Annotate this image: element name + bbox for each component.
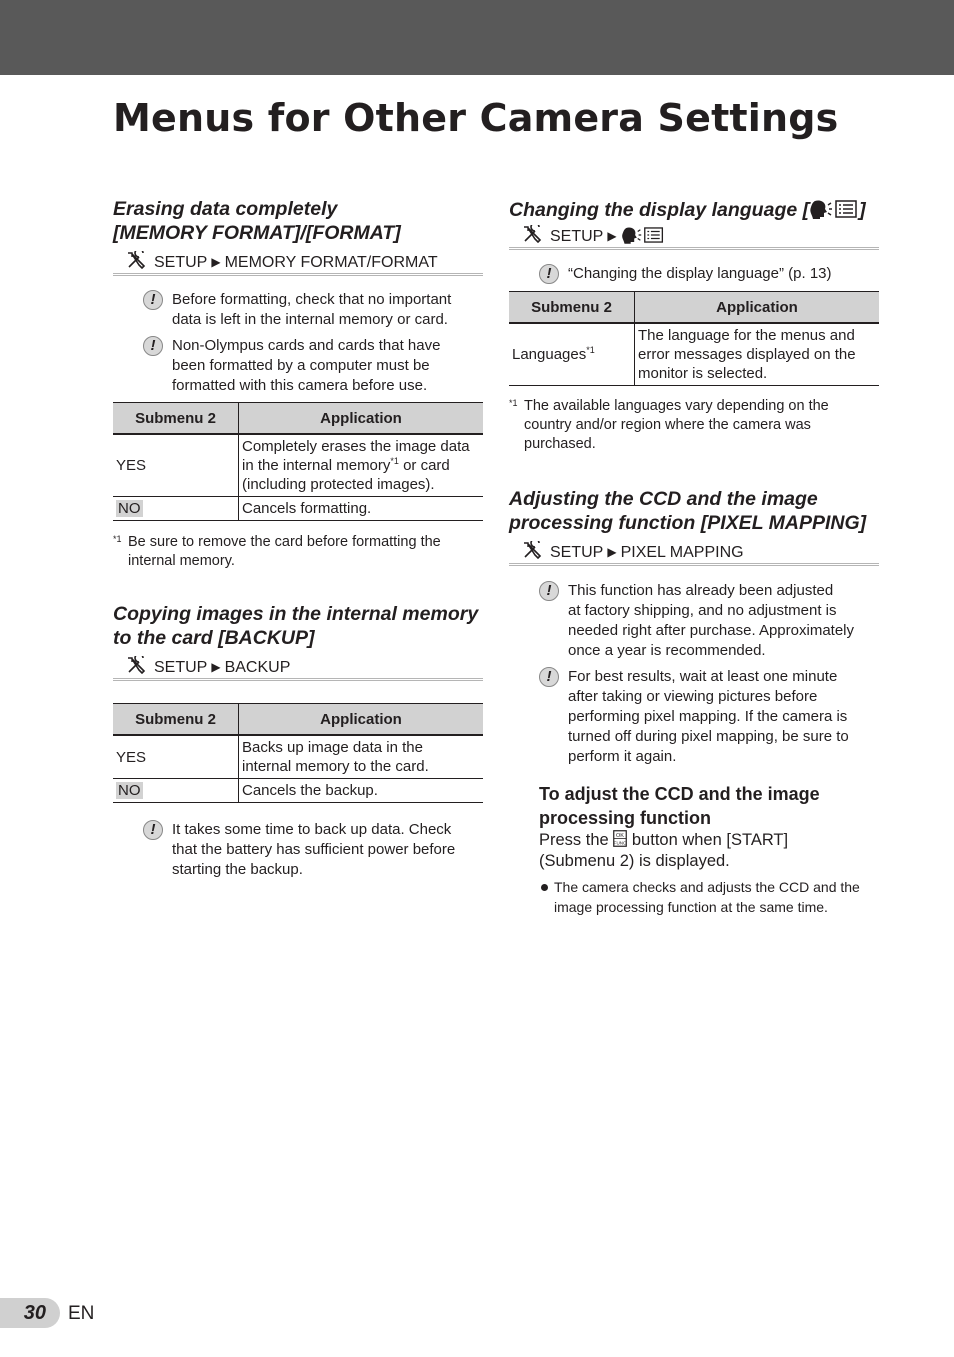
exclamation-icon: ! (143, 336, 163, 356)
backup-notes (113, 820, 483, 880)
application-cell: Cancels the backup. (239, 779, 484, 803)
option-cell: YES (113, 434, 239, 497)
pixel-mapping-heading: Adjusting the CCD and the image processing function [PIXEL MAPPING] (509, 488, 867, 534)
option-cell: NO (113, 497, 239, 521)
bullet-dot (541, 884, 548, 891)
arrow-right-icon: ▶ (211, 255, 221, 269)
option-cell: NO (113, 779, 239, 803)
language-code: EN (68, 1303, 95, 1324)
application-cell: Backs up image data in the internal memory to the card. (239, 735, 484, 779)
format-table (113, 402, 483, 521)
table-header: Application (239, 403, 484, 435)
header-band (0, 0, 954, 75)
wrench-icon (523, 225, 545, 243)
page-number: 30 (0, 1298, 60, 1328)
svg-text:FUNC: FUNC (614, 840, 627, 846)
ok-func-button-icon (613, 830, 627, 847)
table-row (113, 735, 483, 779)
caution-note: ! Non-Olympus cards and cards that have been formatted by a computer must be formatted with this camera before use. (113, 336, 483, 396)
table-row (113, 434, 483, 497)
pixel-mapping-notes (509, 581, 879, 767)
table-header: Application (635, 292, 880, 324)
exclamation-icon: ! (143, 290, 163, 310)
backup-menu-path: SETUP ▶ BACKUP (113, 656, 483, 681)
table-row (113, 497, 483, 521)
language-notes (509, 264, 879, 284)
procedure-step: Press the OK FUNC button when [START] (Submenu 2) is displayed. (539, 831, 789, 870)
format-heading: Erasing data completely [MEMORY FORMAT]/[FORMAT] (113, 198, 401, 244)
caution-note: ! This function has already been adjusted at factory shipping, and no adjustment is needed right after purchase. Approximately once a year is recommended. (509, 581, 879, 661)
option-cell: Languages$^{*1}$ (509, 323, 635, 386)
arrow-right-icon: ▶ (211, 660, 221, 674)
svg-text:OK: OK (616, 833, 625, 839)
speech-head-list-icon (809, 199, 859, 219)
reference-note: ! “Changing the display language” (p. 13) (509, 264, 879, 284)
language-table (509, 291, 879, 386)
arrow-right-icon: ▶ (607, 545, 617, 559)
caution-note: ! Before formatting, check that no important data is left in the internal memory or card. (113, 290, 483, 330)
language-heading: Changing the display language [ ] (509, 199, 866, 221)
caution-note: ! For best results, wait at least one minute after taking or viewing pictures before performing pixel mapping. If the camera is turned off during pixel mapping, be sure to perform it again. (509, 667, 879, 767)
procedure-title: To adjust the CCD and the image processing function (539, 784, 820, 828)
application-cell: The language for the menus and error messages displayed on the monitor is selected. (635, 323, 880, 386)
wrench-icon (127, 656, 149, 674)
exclamation-icon: ! (539, 264, 559, 284)
procedure-bullet: The camera checks and adjusts the CCD and the image processing function at the same time. (539, 877, 879, 917)
exclamation-icon: ! (539, 581, 559, 601)
exclamation-icon: ! (143, 820, 163, 840)
option-cell: YES (113, 735, 239, 779)
format-menu-path: SETUP ▶ MEMORY FORMAT/FORMAT (113, 251, 483, 276)
format-notes (113, 290, 483, 396)
wrench-icon (127, 251, 149, 269)
language-section (509, 198, 879, 454)
table-header: Submenu 2 (509, 292, 635, 324)
procedure (509, 782, 879, 917)
backup-heading: Copying images in the internal memory to the card [BACKUP] (113, 603, 479, 649)
caution-note: ! It takes some time to back up data. Check that the battery has sufficient power before starting the backup. (113, 820, 483, 880)
pixel-mapping-section (509, 487, 879, 917)
format-footnote: *1 Be sure to remove the card before formatting the internal memory. (113, 534, 441, 569)
backup-section (113, 602, 483, 886)
page-title: Menus for Other Camera Settings (113, 96, 839, 140)
speech-head-list-icon (621, 226, 665, 244)
language-menu-path: SETUP ▶ (509, 225, 879, 250)
table-header: Submenu 2 (113, 403, 239, 435)
language-footnote: *1 The available languages vary depending on the country and/or region where the camera was purchased. (509, 398, 829, 452)
exclamation-icon: ! (539, 667, 559, 687)
application-cell: Completely erases the image data in the internal memory$^{*1}$ or card (including protected images). (239, 434, 484, 497)
wrench-icon (523, 541, 545, 559)
application-cell: Cancels formatting. (239, 497, 484, 521)
arrow-right-icon: ▶ (607, 229, 617, 243)
table-row (113, 779, 483, 803)
table-header: Application (239, 704, 484, 736)
table-header: Submenu 2 (113, 704, 239, 736)
backup-table (113, 703, 483, 803)
table-row (509, 323, 879, 386)
pixel-mapping-menu-path: SETUP ▶ PIXEL MAPPING (509, 541, 879, 566)
format-section (113, 197, 483, 571)
